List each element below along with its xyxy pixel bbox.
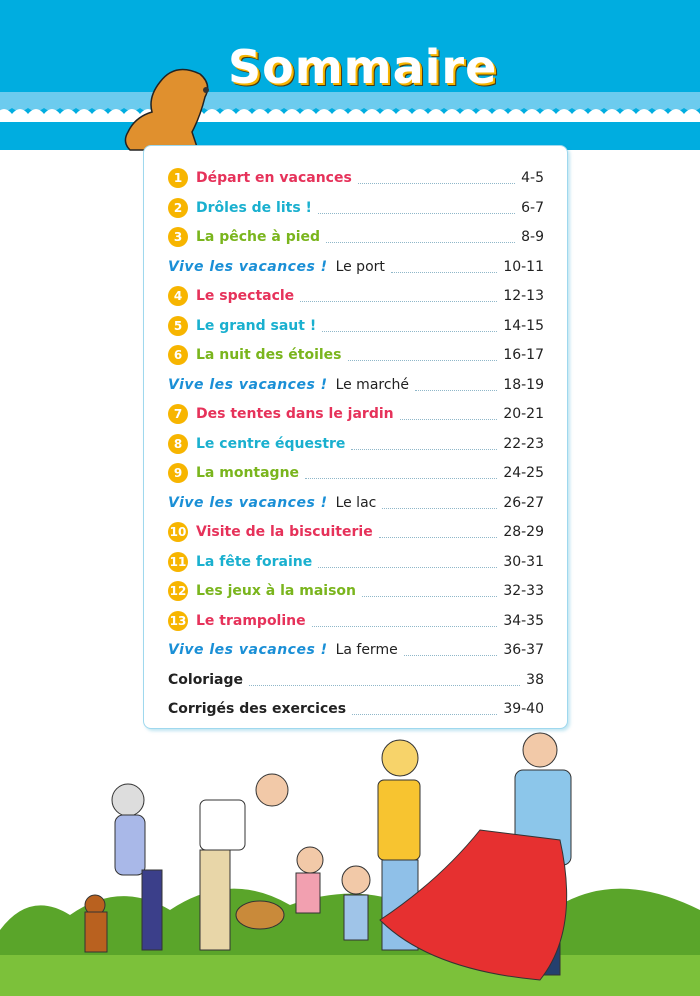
- toc-entry-pages: 39-40: [503, 701, 544, 717]
- chapter-number-badge: 12: [168, 581, 188, 601]
- toc-entry[interactable]: [168, 668, 544, 692]
- toc-entry-label: Les jeux à la maison: [196, 583, 356, 599]
- chapter-number-badge: 8: [168, 434, 188, 454]
- toc-entry[interactable]: [168, 491, 544, 515]
- toc-entry-pages: 20-21: [503, 406, 544, 422]
- toc-entry-label: Le trampoline: [196, 612, 306, 629]
- toc-entry-label: Des tentes dans le jardin: [196, 406, 394, 422]
- toc-entry-label: La fête foraine: [196, 553, 313, 570]
- toc-entry[interactable]: [168, 520, 544, 544]
- table-of-contents: [143, 145, 568, 729]
- vive-les-vacances-heading: Vive les vacances !: [168, 376, 328, 393]
- toc-entry-pages: 14-15: [503, 317, 544, 334]
- vive-les-vacances-heading: Vive les vacances !: [168, 494, 328, 511]
- toc-entry-pages: 18-19: [503, 376, 544, 393]
- toc-entry-pages: 26-27: [503, 494, 544, 511]
- toc-entry[interactable]: [168, 697, 544, 721]
- toc-entry-label: Le port: [335, 258, 385, 275]
- dot-leader: [326, 231, 515, 243]
- dot-leader: [322, 320, 497, 332]
- toc-entry[interactable]: [168, 166, 544, 190]
- dot-leader: [415, 379, 497, 391]
- toc-entry[interactable]: [168, 432, 544, 456]
- dot-leader: [305, 467, 497, 479]
- toc-entry-pages: 28-29: [503, 524, 544, 540]
- dot-leader: [391, 261, 497, 273]
- wave-border: [0, 92, 700, 122]
- toc-entry-label: Drôles de lits !: [196, 199, 312, 216]
- dot-leader: [400, 408, 498, 420]
- dot-leader: [318, 556, 497, 568]
- chapter-number-badge: 1: [168, 168, 188, 188]
- dog-illustration: [120, 62, 215, 154]
- dot-leader: [352, 703, 497, 715]
- chapter-number-badge: 6: [168, 345, 188, 365]
- toc-entry[interactable]: [168, 461, 544, 485]
- dot-leader: [358, 172, 515, 184]
- dot-leader: [300, 290, 497, 302]
- toc-entry-pages: 16-17: [503, 347, 544, 363]
- page-title: Sommaire: [228, 40, 498, 94]
- toc-entry-label: Départ en vacances: [196, 170, 352, 186]
- toc-entry[interactable]: [168, 314, 544, 338]
- chapter-number-badge: 2: [168, 198, 188, 218]
- toc-entry-label: Le centre équestre: [196, 435, 346, 452]
- toc-entry-label: Le spectacle: [196, 288, 295, 304]
- toc-entry-label: La pêche à pied: [196, 229, 321, 245]
- dot-leader: [382, 497, 497, 509]
- toc-entry-pages: 8-9: [521, 229, 544, 245]
- family-picnic-illustration: [0, 730, 700, 996]
- toc-entry-label: Le grand saut !: [196, 317, 317, 334]
- toc-entry[interactable]: [168, 196, 544, 220]
- toc-entry-label: Le marché: [335, 376, 410, 393]
- chapter-number-badge: 13: [168, 611, 188, 631]
- toc-entry[interactable]: [168, 609, 544, 633]
- chapter-number-badge: 4: [168, 286, 188, 306]
- toc-entry[interactable]: [168, 550, 544, 574]
- dot-leader: [351, 438, 497, 450]
- dot-leader: [312, 615, 498, 627]
- chapter-number-badge: 10: [168, 522, 188, 542]
- toc-entry-pages: 36-37: [503, 642, 544, 658]
- toc-entry-pages: 12-13: [503, 288, 544, 304]
- toc-entry[interactable]: [168, 373, 544, 397]
- chapter-number-badge: 7: [168, 404, 188, 424]
- dot-leader: [362, 585, 497, 597]
- toc-entry[interactable]: [168, 225, 544, 249]
- toc-entry-label: La ferme: [335, 642, 398, 658]
- toc-entry-label: La montagne: [196, 465, 300, 481]
- toc-entry-label: Le lac: [335, 494, 377, 511]
- dot-leader: [379, 526, 498, 538]
- toc-entry-label: La nuit des étoiles: [196, 347, 342, 363]
- toc-entry[interactable]: [168, 402, 544, 426]
- chapter-number-badge: 11: [168, 552, 188, 572]
- toc-entry-label: Visite de la biscuiterie: [196, 524, 373, 540]
- dot-leader: [348, 349, 498, 361]
- chapter-number-badge: 9: [168, 463, 188, 483]
- toc-entry[interactable]: [168, 255, 544, 279]
- dot-leader: [318, 202, 515, 214]
- dot-leader: [404, 644, 498, 656]
- toc-entry[interactable]: [168, 638, 544, 662]
- toc-entry-pages: 34-35: [503, 612, 544, 629]
- chapter-number-badge: 5: [168, 316, 188, 336]
- toc-entry-pages: 22-23: [503, 435, 544, 452]
- vive-les-vacances-heading: Vive les vacances !: [168, 258, 328, 275]
- toc-entry[interactable]: [168, 343, 544, 367]
- toc-entry[interactable]: [168, 284, 544, 308]
- toc-entry-pages: 4-5: [521, 170, 544, 186]
- toc-entry-pages: 38: [526, 671, 544, 688]
- toc-entry[interactable]: [168, 579, 544, 603]
- vive-les-vacances-heading: Vive les vacances !: [168, 642, 328, 658]
- toc-entry-pages: 24-25: [503, 465, 544, 481]
- dot-leader: [249, 674, 520, 686]
- toc-entry-label: Corrigés des exercices: [168, 701, 347, 717]
- toc-entry-label: Coloriage: [168, 671, 243, 688]
- toc-entry-pages: 6-7: [521, 199, 544, 216]
- toc-entry-pages: 30-31: [503, 553, 544, 570]
- toc-entry-pages: 32-33: [503, 583, 544, 599]
- chapter-number-badge: 3: [168, 227, 188, 247]
- toc-entry-pages: 10-11: [503, 258, 544, 275]
